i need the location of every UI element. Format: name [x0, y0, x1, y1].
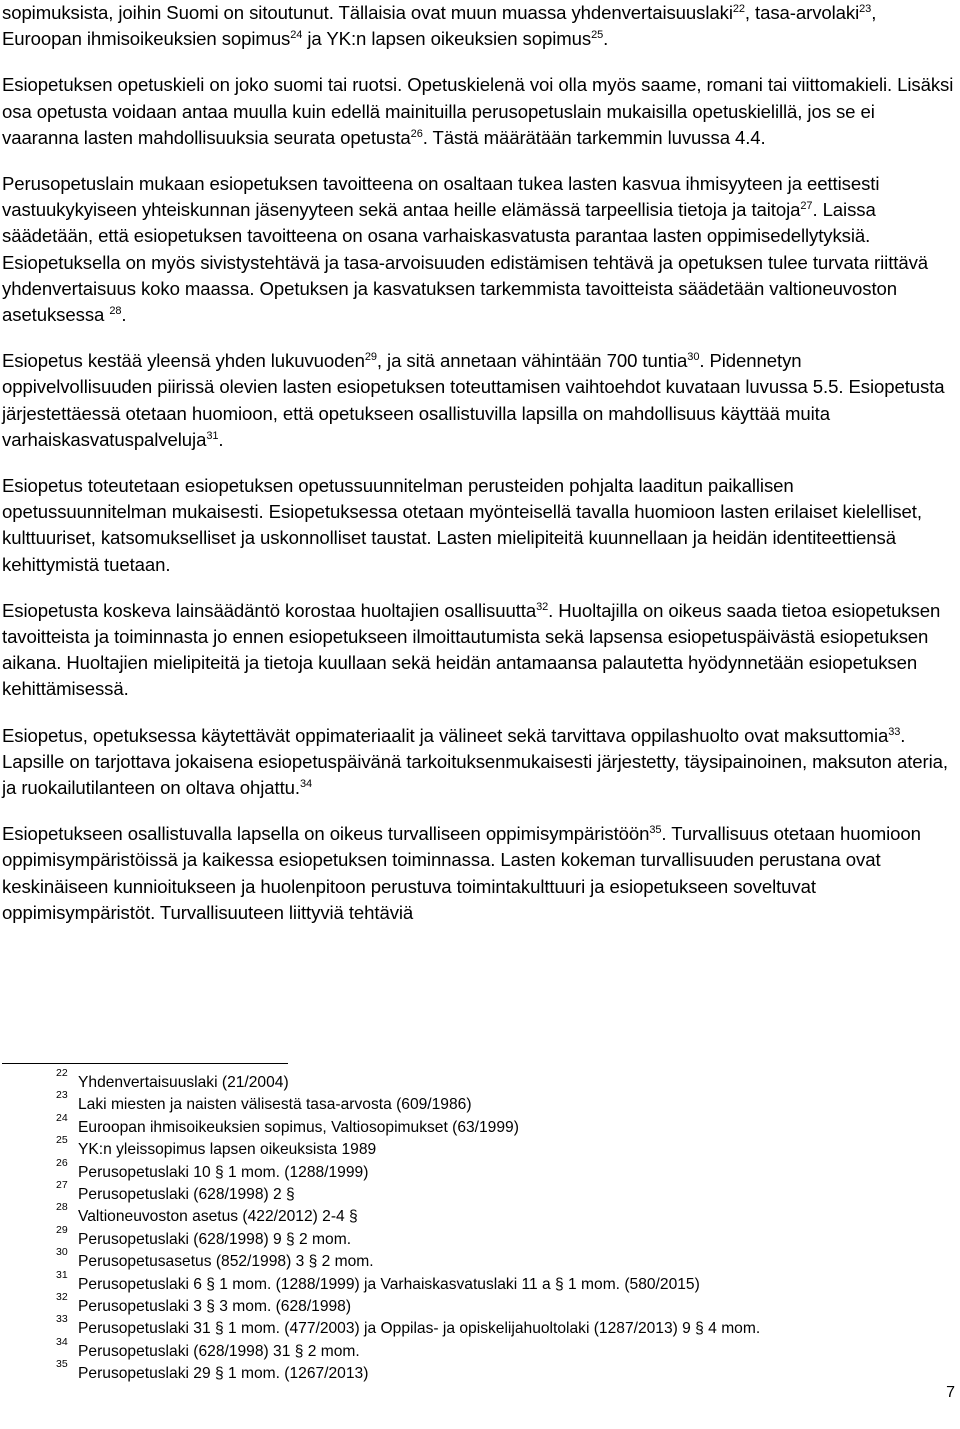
- footnote: [56, 1201, 956, 1228]
- paragraph-text: Esiopetus kestää yleensä yhden lukuvuoden: [2, 350, 365, 372]
- paragraph-text: . Turvallisuus otetaan huomioon oppimisympäristöissä ja kaikessa esiopetuksen toiminnassa. Lasten kokeman turvallisuuden perustana ovat keskinäiseen kunnioitukseen ja huolenpitoon perustuva toimintakulttuuri ja esiopetukseen soveltuvat oppimisympäristöt. Turvallisuuteen liittyviä tehtäviä: [2, 823, 921, 923]
- paragraph-text: Esiopetuksen opetuskieli on joko suomi tai ruotsi. Opetuskielenä voi olla myös saame, romani tai viittomakieli. Lisäksi osa opetusta voidaan antaa muulla kuin edellä mainituilla perusopetuslain mukaisilla opetuskielillä, jos se ei vaaranna lasten mahdollisuuksia seurata opetusta: [2, 74, 954, 148]
- paragraph-text: Esiopetus, opetuksessa käytettävät oppimateriaalit ja välineet sekä tarvittava oppilashuolto ovat maksuttomia: [2, 724, 889, 746]
- footnote-text: Perusopetuslaki 31 § 1 mom. (477/2003) ja Oppilas- ja opiskelijahuoltolaki (1287/2013) 9 § 4 mom.: [78, 1320, 761, 1338]
- paragraph-text: . Pidennetyn oppivelvollisuuden piirissä olevien lasten esiopetuksen toteuttamisen vaihtoehdot kuvataan luvussa 5.5. Esiopetusta järjestettäessä otetaan huomioon, että opetukseen osallistuvilla lapsilla on mahdollisuus käyttää muita varhaiskasvatuspalveluja: [2, 350, 945, 450]
- paragraph-text: Perusopetuslain mukaan esiopetuksen tavoitteena on osaltaan tukea lasten kasvua ihmisyyteen ja eettisesti vastuukykyiseen yhteiskunnan jäsenyyteen sekä antaa heille elämässä tarpeellisia tietoja ja taitoja: [2, 173, 880, 221]
- footnote: [56, 1358, 956, 1385]
- footnote-text: Perusopetuslaki 3 § 3 mom. (628/1998): [78, 1298, 352, 1316]
- footnote-ref: 23: [859, 3, 872, 15]
- footnote-ref: 24: [290, 29, 303, 42]
- paragraph-text: . Huoltajilla on oikeus saada tietoa esiopetuksen tavoitteista ja toiminnasta jo ennen esiopetukseen ilmoittautumista sekä lapsensa esiopetuspäivästä esiopetuksen aikana. Huoltajien mielipiteitä ja tietoja kuullaan sekä heidän antamaansa palautetta hyödynnetään esiopetuksen kehittämisessä.: [2, 599, 941, 700]
- footnote-ref: 35: [649, 824, 662, 837]
- footnote-number: 34: [56, 1335, 68, 1348]
- footnote: [56, 1067, 956, 1094]
- footnote-text: Valtioneuvoston asetus (422/2012) 2-4 §: [78, 1208, 358, 1226]
- footnote-text: Perusopetuslaki (628/1998) 9 § 2 mom.: [78, 1230, 352, 1248]
- footnote-ref: 32: [536, 600, 549, 613]
- footnote: [56, 1246, 956, 1273]
- footnote-text: YK:n yleissopimus lapsen oikeuksista 1989: [78, 1141, 377, 1159]
- footnote-ref: 26: [410, 127, 423, 140]
- body-text: [2, 0, 954, 926]
- footnote-ref: 28: [109, 305, 122, 318]
- paragraph-text: . Tästä määrätään tarkemmin luvussa 4.4.: [422, 126, 766, 148]
- paragraph: [2, 598, 954, 703]
- footnote: [56, 1111, 956, 1139]
- footnote-ref: 30: [687, 351, 700, 364]
- footnote-text: Perusopetuslaki 29 § 1 mom. (1267/2013): [78, 1365, 369, 1383]
- footnote-ref: 29: [364, 351, 377, 364]
- footnote-number: 35: [56, 1358, 68, 1371]
- paragraph: [2, 171, 954, 328]
- page-number: 7: [946, 1384, 955, 1401]
- footnote-number: 23: [56, 1089, 68, 1102]
- footnote: [56, 1223, 956, 1251]
- paragraph-text: .: [218, 428, 224, 450]
- footnote-ref: 25: [591, 29, 604, 42]
- footnote-text: Perusopetuslaki 6 § 1 mom. (1288/1999) ja Varhaiskasvatuslaki 11 a § 1 mom. (580/2015): [78, 1275, 700, 1293]
- footnote: [56, 1089, 956, 1116]
- paragraph-text: , ja sitä annetaan vähintään 700 tuntia: [376, 350, 688, 372]
- footnotes: [56, 1067, 956, 1386]
- paragraph-text: . Laissa säädetään, että esiopetuksen tavoitteena on osana varhaiskasvatusta parantaa lasten oppimisedellytyksiä. Esiopetuksella on myös sivistystehtävä ja tasa-arvoisuuden edistämisen tehtävä ja opetuksen tulee turvata riittävä yhdenvertaisuus koko maassa. Opetuksen ja kasvatuksen tarkemmista tavoitteista säädetään valtioneuvoston asetuksessa: [2, 199, 929, 326]
- paragraph-text: . Lapsille on tarjottava jokaisena esiopetuspäivänä tarkoituksenmukaisesti järjestetty, täysipainoinen, maksuton ateria, ja ruokailutilanteen on oltava ohjattu.: [2, 724, 948, 799]
- footnote-text: Euroopan ihmisoikeuksien sopimus, Valtiosopimukset (63/1999): [78, 1118, 519, 1136]
- paragraph: [2, 821, 954, 926]
- footnote: [56, 1313, 956, 1340]
- footnote-ref: 34: [299, 778, 312, 791]
- paragraph-text: , tasa-arvolaki: [744, 2, 860, 23]
- footnote: [56, 1291, 956, 1318]
- footnote: [56, 1134, 956, 1161]
- footnote: [56, 1268, 956, 1296]
- footnote-number: 26: [56, 1156, 68, 1169]
- footnote-number: 33: [56, 1313, 68, 1326]
- footnote: [56, 1179, 956, 1206]
- footnote-number: 22: [56, 1067, 68, 1079]
- paragraph-text: sopimuksista, joihin Suomi on sitoutunut. Tällaisia ovat muun muassa yhdenvertaisuuslaki: [2, 2, 733, 23]
- footnote: [56, 1335, 956, 1363]
- footnote-separator: [2, 1063, 288, 1064]
- paragraph: [2, 723, 954, 802]
- paragraph-text: Esiopetukseen osallistuvalla lapsella on oikeus turvalliseen oppimisympäristöön: [2, 823, 650, 845]
- paragraph: [2, 0, 954, 52]
- footnote-ref: 33: [888, 725, 901, 738]
- footnote-text: Perusopetuslaki (628/1998) 2 §: [78, 1186, 295, 1204]
- paragraph-text: ja YK:n lapsen oikeuksien sopimus: [302, 28, 592, 50]
- footnote-number: 30: [56, 1246, 68, 1259]
- footnote-text: Perusopetuslaki (628/1998) 31 § 2 mom.: [78, 1342, 360, 1360]
- footnote-text: Perusopetusasetus (852/1998) 3 § 2 mom.: [78, 1253, 374, 1271]
- paragraph-text: Esiopetus toteutetaan esiopetuksen opetussuunnitelman perusteiden pohjalta laaditun paikallisen opetussuunnitelman mukaisesti. Esiopetuksessa otetaan myönteisellä tavalla huomioon lasten erilaiset kielelliset, kulttuuriset, katsomukselliset ja uskonnolliset taustat. Lasten mielipiteitä kuunnellaan ja heidän identiteettiensä kehittymistä tuetaan.: [2, 475, 922, 575]
- paragraph: [2, 348, 954, 453]
- paragraph-text: , Euroopan ihmisoikeuksien sopimus: [2, 2, 877, 50]
- footnote-number: 24: [56, 1111, 68, 1124]
- footnote-ref: 27: [800, 200, 813, 213]
- paragraph: [2, 72, 954, 151]
- footnote-number: 32: [56, 1291, 68, 1304]
- paragraph: [2, 473, 954, 578]
- footnote-number: 29: [56, 1223, 68, 1236]
- footnote-number: 25: [56, 1134, 68, 1147]
- footnote-text: Yhdenvertaisuuslaki (21/2004): [78, 1074, 289, 1091]
- paragraph-text: Esiopetusta koskeva lainsäädäntö korostaa huoltajien osallisuutta: [2, 599, 537, 621]
- paragraph-text: .: [121, 304, 127, 326]
- footnote-text: Laki miesten ja naisten välisestä tasa-arvosta (609/1986): [78, 1096, 472, 1114]
- paragraph-text: .: [603, 28, 609, 50]
- footnote-text: Perusopetuslaki 10 § 1 mom. (1288/1999): [78, 1163, 369, 1181]
- footnote: [56, 1156, 956, 1184]
- footnote-number: 27: [56, 1179, 68, 1192]
- footnote-number: 31: [56, 1268, 68, 1281]
- footnote-ref: 31: [206, 429, 219, 442]
- footnote-ref: 22: [732, 3, 745, 15]
- footnote-number: 28: [56, 1201, 68, 1214]
